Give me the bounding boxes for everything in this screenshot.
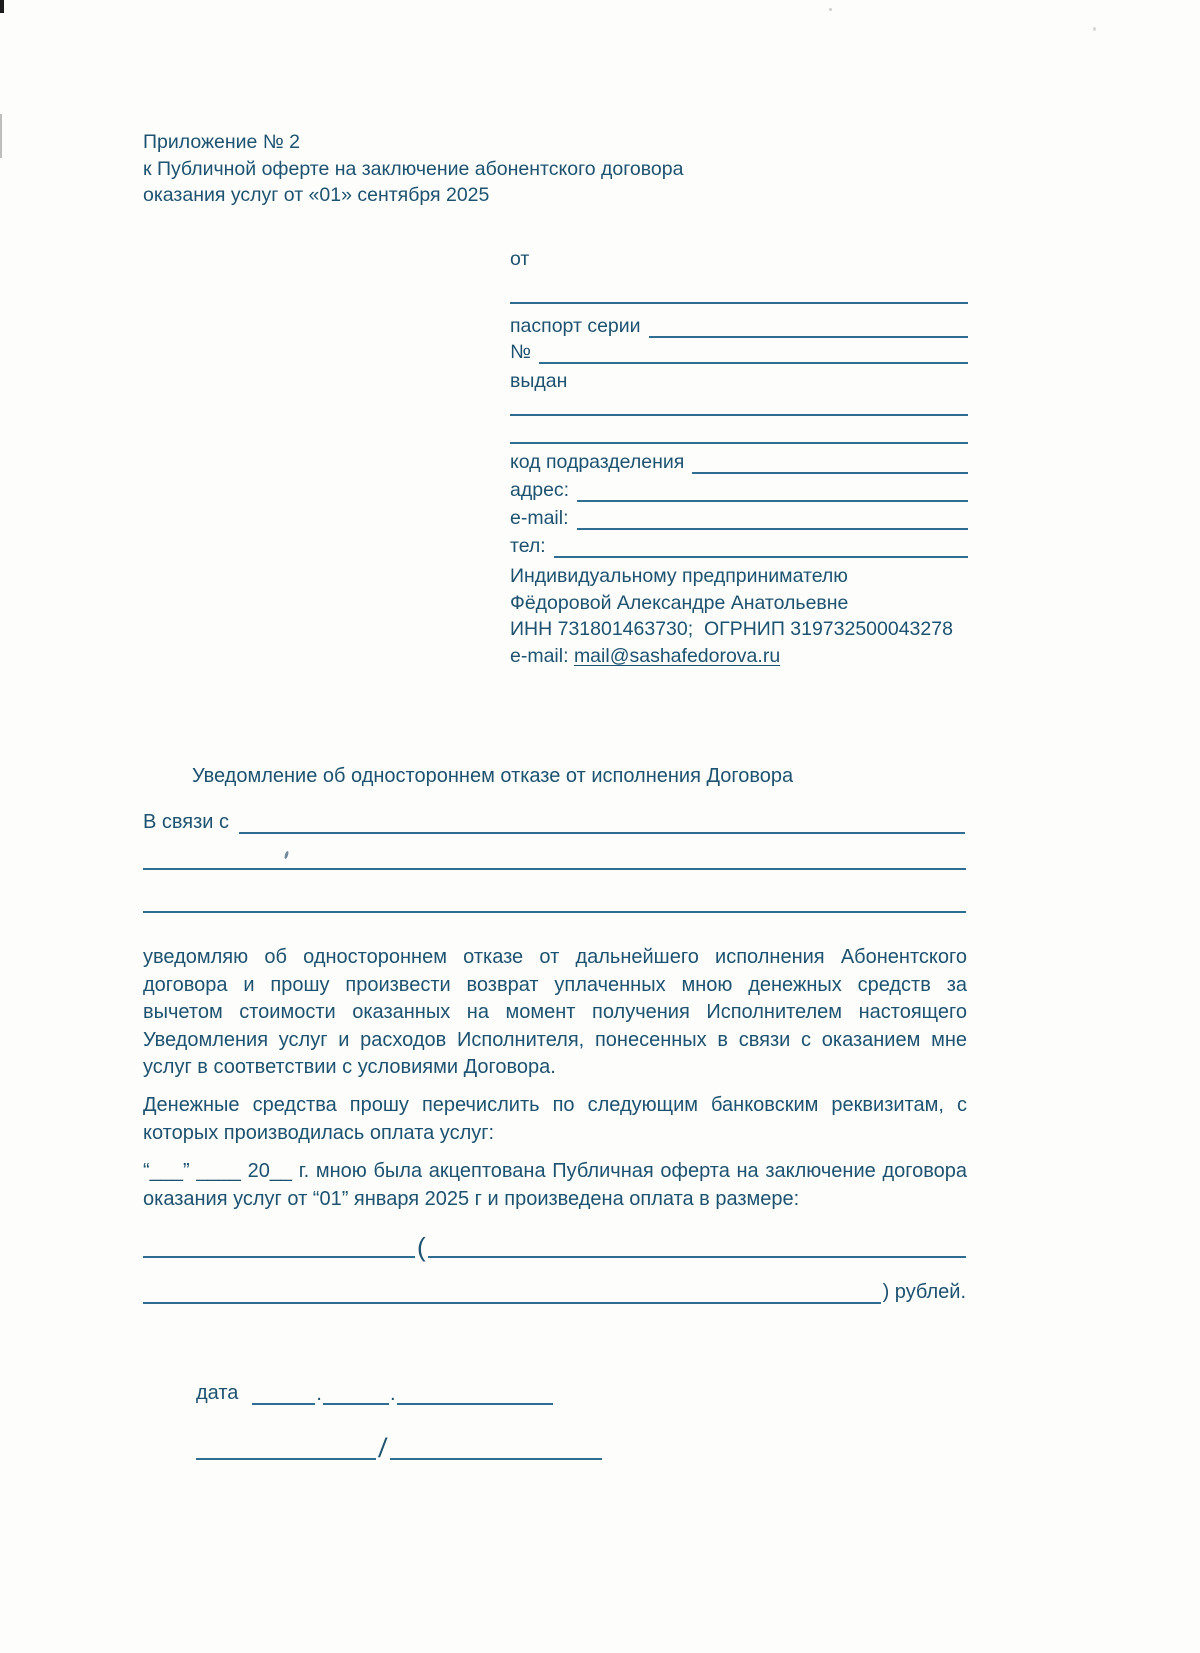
amount-digits-row [143,1232,966,1262]
scan-artifact-mark [284,851,289,860]
offer-date: оказания услуг от «01» сентября 2025 [143,184,490,206]
passport-number-field [510,338,968,364]
appendix-number: Приложение № 2 [143,131,300,153]
blank-line-issued-1 [510,414,968,416]
refusal-line: Уведомления услуг и расходов Исполнителя, понесенных в связи с оказанием мне [143,1028,967,1051]
sender-email-field [510,504,968,530]
date-separator: . [389,1383,396,1405]
recipient-email-row [510,643,968,670]
acceptance-line: оказания услуг от “01” января 2025 г и произведена оплата в размере: [143,1187,800,1210]
blank-line-issued-2 [510,442,968,444]
transfer-line: Денежные средства прошу перечислить по следующим банковским реквизитам, с [143,1094,967,1116]
notification-title: Уведомление об одностороннем отказе от исполнения Договора [192,765,794,787]
acceptance-line: “___” ____ 20__ г. мною была акцептована Публичная оферта на заключение договора [143,1160,967,1182]
scan-speck [829,8,832,11]
blank-line-amount-words-2 [143,1278,881,1304]
recipient-email-label: e-mail: [510,644,574,667]
blank-line-sender-email [577,504,968,530]
reason-label: В связи с [143,811,230,833]
refusal-line: договора и прошу произвести возврат уплаченных мною денежных средств за [143,973,967,996]
refusal-line: вычетом стоимости оказанных на момент получения Исполнителем настоящего [143,1001,967,1023]
blank-line-sender-name [510,302,968,304]
signature-field [196,1432,602,1463]
reason-field [143,808,965,834]
blank-line-reason-2 [143,868,966,870]
from-label: от [510,248,530,270]
acceptance-paragraph [143,1158,967,1213]
division-code-label: код подразделения [510,451,685,473]
recipient-type: Индивидуальному предпринимателю [510,565,848,587]
passport-series-field [510,312,968,338]
blank-line-reason-1 [239,808,965,834]
rubles-label: ) рублей. [882,1281,966,1303]
blank-line-address [577,476,968,502]
scan-artifact-corner [0,0,4,13]
blank-line-amount-digits [143,1232,415,1258]
scan-artifact-edge [0,114,2,158]
blank-line-date-month [323,1379,389,1405]
open-paren: ( [417,1232,426,1262]
sender-email-label: e-mail: [510,507,569,529]
refusal-line: услуг в соответствии с условиями Договора. [143,1056,556,1078]
blank-line-passport-series [649,312,968,338]
passport-number-label: № [510,341,531,363]
blank-line-date-day [252,1379,315,1405]
signature-separator: / [377,1433,389,1463]
amount-words-row [143,1280,966,1304]
blank-line-signature-name [390,1434,602,1460]
phone-field [510,532,968,558]
transfer-paragraph [143,1092,967,1147]
recipient-name: Фёдоровой Александре Анатольевне [510,591,849,614]
sender-recipient-block [510,246,968,669]
recipient-inn-ogrnip: ИНН 731801463730; ОГРНИП 319732500043278 [510,618,953,640]
blank-line-date-year [397,1379,553,1405]
division-code-field [510,448,968,474]
refusal-paragraph [143,944,967,1082]
date-field [196,1381,553,1405]
recipient-email-link[interactable]: mail@sashafedorova.ru [573,644,781,667]
date-separator: . [316,1383,322,1405]
offer-reference: к Публичной оферте на заключение абонентского договора [143,157,684,180]
blank-line-signature [196,1434,376,1460]
phone-label: тел: [510,535,546,557]
address-field [510,476,968,502]
date-label: дата [196,1382,239,1404]
refusal-line: уведомляю об одностороннем отказе от дальнейшего исполнения Абонентского [143,946,967,968]
passport-series-label: паспорт серии [510,315,641,337]
blank-line-division-code [692,448,968,474]
address-label: адрес: [510,479,570,501]
blank-line-phone [554,532,968,558]
transfer-line: которых производилась оплата услуг: [143,1121,495,1144]
scan-speck [1093,27,1096,31]
blank-line-passport-number [539,338,968,364]
blank-line-amount-words-1 [428,1232,966,1258]
appendix-header [143,129,683,209]
blank-line-reason-3 [143,911,966,913]
issued-by-label: выдан [510,370,568,392]
